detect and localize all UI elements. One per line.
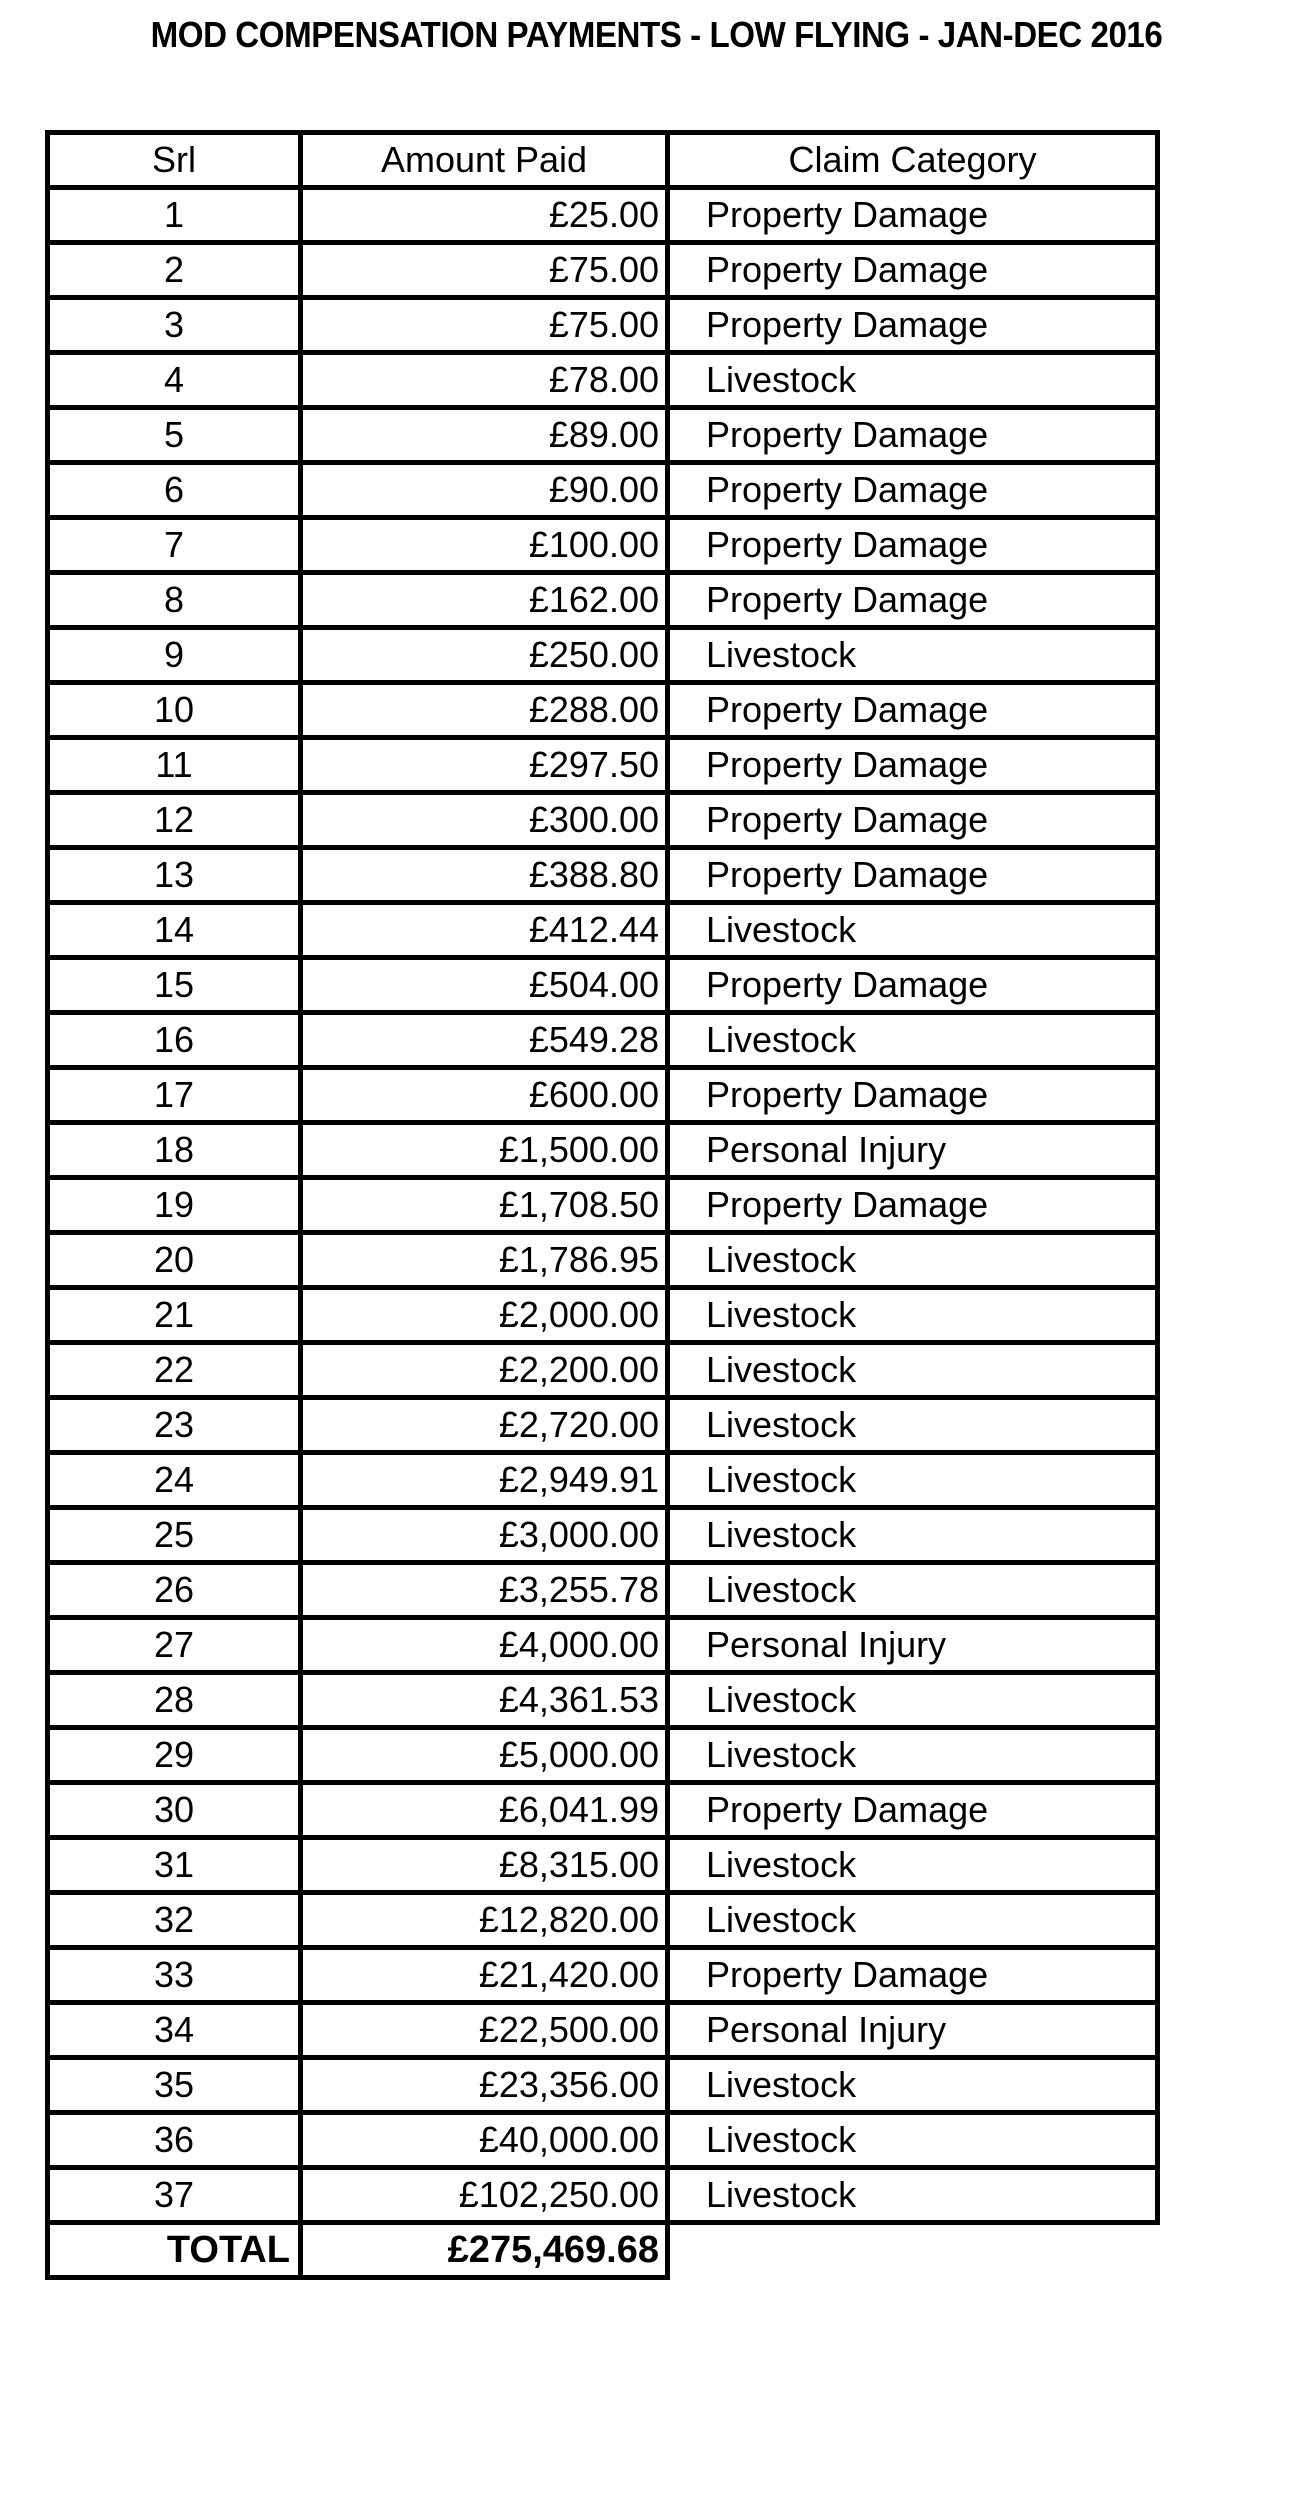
total-label: TOTAL bbox=[48, 2223, 301, 2278]
category-cell: Personal Injury bbox=[668, 1123, 1158, 1178]
category-cell: Property Damage bbox=[668, 793, 1158, 848]
table-row bbox=[48, 1728, 1158, 1783]
category-cell: Livestock bbox=[668, 2058, 1158, 2113]
table-row bbox=[48, 2113, 1158, 2168]
amount-cell: £75.00 bbox=[301, 298, 668, 353]
srl-cell: 13 bbox=[48, 848, 301, 903]
srl-cell: 4 bbox=[48, 353, 301, 408]
amount-cell: £2,000.00 bbox=[301, 1288, 668, 1343]
category-cell: Personal Injury bbox=[668, 2003, 1158, 2058]
srl-cell: 37 bbox=[48, 2168, 301, 2223]
amount-cell: £388.80 bbox=[301, 848, 668, 903]
srl-cell: 28 bbox=[48, 1673, 301, 1728]
srl-cell: 34 bbox=[48, 2003, 301, 2058]
srl-cell: 30 bbox=[48, 1783, 301, 1838]
category-cell: Livestock bbox=[668, 1563, 1158, 1618]
category-cell: Property Damage bbox=[668, 518, 1158, 573]
amount-cell: £504.00 bbox=[301, 958, 668, 1013]
category-cell: Property Damage bbox=[668, 573, 1158, 628]
srl-cell: 11 bbox=[48, 738, 301, 793]
amount-cell: £5,000.00 bbox=[301, 1728, 668, 1783]
amount-cell: £1,786.95 bbox=[301, 1233, 668, 1288]
table-row bbox=[48, 903, 1158, 958]
srl-cell: 2 bbox=[48, 243, 301, 298]
category-cell: Livestock bbox=[668, 2113, 1158, 2168]
amount-cell: £23,356.00 bbox=[301, 2058, 668, 2113]
amount-cell: £1,500.00 bbox=[301, 1123, 668, 1178]
amount-cell: £297.50 bbox=[301, 738, 668, 793]
category-cell: Livestock bbox=[668, 1013, 1158, 1068]
category-cell: Property Damage bbox=[668, 188, 1158, 243]
srl-cell: 14 bbox=[48, 903, 301, 958]
category-cell: Property Damage bbox=[668, 1783, 1158, 1838]
amount-cell: £250.00 bbox=[301, 628, 668, 683]
srl-cell: 12 bbox=[48, 793, 301, 848]
srl-cell: 15 bbox=[48, 958, 301, 1013]
srl-cell: 22 bbox=[48, 1343, 301, 1398]
table-row bbox=[48, 1673, 1158, 1728]
srl-cell: 23 bbox=[48, 1398, 301, 1453]
amount-cell: £22,500.00 bbox=[301, 2003, 668, 2058]
table-row bbox=[48, 408, 1158, 463]
amount-cell: £100.00 bbox=[301, 518, 668, 573]
table-row bbox=[48, 353, 1158, 408]
table-row bbox=[48, 738, 1158, 793]
category-cell: Livestock bbox=[668, 1508, 1158, 1563]
srl-cell: 6 bbox=[48, 463, 301, 518]
amount-cell: £25.00 bbox=[301, 188, 668, 243]
compensation-table bbox=[45, 130, 1160, 2280]
category-cell: Property Damage bbox=[668, 848, 1158, 903]
table-row bbox=[48, 1618, 1158, 1673]
srl-cell: 35 bbox=[48, 2058, 301, 2113]
srl-cell: 33 bbox=[48, 1948, 301, 2003]
amount-cell: £1,708.50 bbox=[301, 1178, 668, 1233]
header-claim-category: Claim Category bbox=[668, 133, 1158, 188]
srl-cell: 20 bbox=[48, 1233, 301, 1288]
total-empty-cell bbox=[668, 2223, 1158, 2278]
category-cell: Livestock bbox=[668, 353, 1158, 408]
amount-cell: £300.00 bbox=[301, 793, 668, 848]
srl-cell: 5 bbox=[48, 408, 301, 463]
category-cell: Livestock bbox=[668, 1893, 1158, 1948]
table-row bbox=[48, 1013, 1158, 1068]
table-row bbox=[48, 1123, 1158, 1178]
category-cell: Livestock bbox=[668, 1233, 1158, 1288]
amount-cell: £162.00 bbox=[301, 573, 668, 628]
table-row bbox=[48, 2058, 1158, 2113]
srl-cell: 24 bbox=[48, 1453, 301, 1508]
category-cell: Property Damage bbox=[668, 1068, 1158, 1123]
table-row bbox=[48, 958, 1158, 1013]
table-row bbox=[48, 1948, 1158, 2003]
table-row bbox=[48, 463, 1158, 518]
category-cell: Property Damage bbox=[668, 243, 1158, 298]
srl-cell: 1 bbox=[48, 188, 301, 243]
srl-cell: 32 bbox=[48, 1893, 301, 1948]
category-cell: Property Damage bbox=[668, 463, 1158, 518]
amount-cell: £40,000.00 bbox=[301, 2113, 668, 2168]
srl-cell: 36 bbox=[48, 2113, 301, 2168]
table-row bbox=[48, 298, 1158, 353]
amount-cell: £102,250.00 bbox=[301, 2168, 668, 2223]
table-row bbox=[48, 1233, 1158, 1288]
table-row bbox=[48, 1068, 1158, 1123]
srl-cell: 8 bbox=[48, 573, 301, 628]
amount-cell: £288.00 bbox=[301, 683, 668, 738]
amount-cell: £78.00 bbox=[301, 353, 668, 408]
table-row bbox=[48, 518, 1158, 573]
category-cell: Property Damage bbox=[668, 958, 1158, 1013]
amount-cell: £89.00 bbox=[301, 408, 668, 463]
total-row bbox=[48, 2223, 1158, 2278]
category-cell: Property Damage bbox=[668, 408, 1158, 463]
srl-cell: 10 bbox=[48, 683, 301, 738]
table-row bbox=[48, 683, 1158, 738]
amount-cell: £2,720.00 bbox=[301, 1398, 668, 1453]
table-row bbox=[48, 1343, 1158, 1398]
category-cell: Livestock bbox=[668, 1838, 1158, 1893]
category-cell: Livestock bbox=[668, 903, 1158, 958]
table-row bbox=[48, 1508, 1158, 1563]
table-row bbox=[48, 1453, 1158, 1508]
table-row bbox=[48, 848, 1158, 903]
amount-cell: £21,420.00 bbox=[301, 1948, 668, 2003]
srl-cell: 16 bbox=[48, 1013, 301, 1068]
srl-cell: 3 bbox=[48, 298, 301, 353]
category-cell: Livestock bbox=[668, 1343, 1158, 1398]
table-row bbox=[48, 1563, 1158, 1618]
header-amount-paid: Amount Paid bbox=[301, 133, 668, 188]
amount-cell: £2,949.91 bbox=[301, 1453, 668, 1508]
amount-cell: £75.00 bbox=[301, 243, 668, 298]
amount-cell: £4,361.53 bbox=[301, 1673, 668, 1728]
amount-cell: £600.00 bbox=[301, 1068, 668, 1123]
table-row bbox=[48, 2003, 1158, 2058]
table-row bbox=[48, 628, 1158, 683]
amount-cell: £12,820.00 bbox=[301, 1893, 668, 1948]
table-row bbox=[48, 1838, 1158, 1893]
srl-cell: 18 bbox=[48, 1123, 301, 1178]
header-srl: Srl bbox=[48, 133, 301, 188]
srl-cell: 21 bbox=[48, 1288, 301, 1343]
srl-cell: 25 bbox=[48, 1508, 301, 1563]
table-row bbox=[48, 2168, 1158, 2223]
srl-cell: 17 bbox=[48, 1068, 301, 1123]
amount-cell: £3,255.78 bbox=[301, 1563, 668, 1618]
amount-cell: £4,000.00 bbox=[301, 1618, 668, 1673]
srl-cell: 19 bbox=[48, 1178, 301, 1233]
table-row bbox=[48, 243, 1158, 298]
category-cell: Livestock bbox=[668, 1673, 1158, 1728]
header-row bbox=[48, 133, 1158, 188]
srl-cell: 31 bbox=[48, 1838, 301, 1893]
table-row bbox=[48, 573, 1158, 628]
table-row bbox=[48, 1398, 1158, 1453]
category-cell: Livestock bbox=[668, 1453, 1158, 1508]
table-row bbox=[48, 1893, 1158, 1948]
total-amount: £275,469.68 bbox=[301, 2223, 668, 2278]
category-cell: Livestock bbox=[668, 1288, 1158, 1343]
srl-cell: 26 bbox=[48, 1563, 301, 1618]
category-cell: Livestock bbox=[668, 1398, 1158, 1453]
amount-cell: £2,200.00 bbox=[301, 1343, 668, 1398]
table-row bbox=[48, 188, 1158, 243]
srl-cell: 9 bbox=[48, 628, 301, 683]
category-cell: Livestock bbox=[668, 1728, 1158, 1783]
category-cell: Livestock bbox=[668, 628, 1158, 683]
category-cell: Livestock bbox=[668, 2168, 1158, 2223]
category-cell: Property Damage bbox=[668, 298, 1158, 353]
table-row bbox=[48, 1178, 1158, 1233]
table-row bbox=[48, 1783, 1158, 1838]
table-row bbox=[48, 1288, 1158, 1343]
table-row bbox=[48, 793, 1158, 848]
srl-cell: 27 bbox=[48, 1618, 301, 1673]
amount-cell: £6,041.99 bbox=[301, 1783, 668, 1838]
amount-cell: £3,000.00 bbox=[301, 1508, 668, 1563]
amount-cell: £549.28 bbox=[301, 1013, 668, 1068]
amount-cell: £90.00 bbox=[301, 463, 668, 518]
category-cell: Property Damage bbox=[668, 683, 1158, 738]
category-cell: Property Damage bbox=[668, 1948, 1158, 2003]
amount-cell: £412.44 bbox=[301, 903, 668, 958]
srl-cell: 7 bbox=[48, 518, 301, 573]
amount-cell: £8,315.00 bbox=[301, 1838, 668, 1893]
srl-cell: 29 bbox=[48, 1728, 301, 1783]
category-cell: Property Damage bbox=[668, 1178, 1158, 1233]
category-cell: Property Damage bbox=[668, 738, 1158, 793]
page-title: MOD COMPENSATION PAYMENTS - LOW FLYING - JAN-DEC 2016 bbox=[150, 14, 1163, 55]
category-cell: Personal Injury bbox=[668, 1618, 1158, 1673]
